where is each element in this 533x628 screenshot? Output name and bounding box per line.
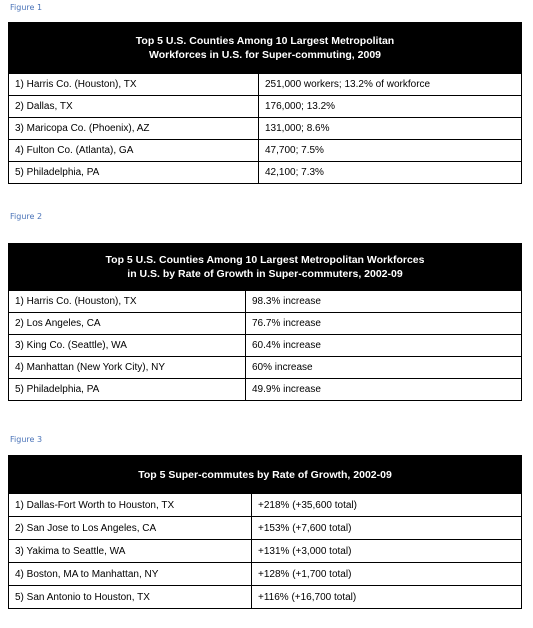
county-cell: 3) Maricopa Co. (Phoenix), AZ [9, 118, 259, 140]
county-cell: 4) Manhattan (New York City), NY [9, 357, 246, 379]
table-title-line: Top 5 U.S. Counties Among 10 Largest Metropolitan Workforces [105, 254, 425, 266]
value-cell: 49.9% increase [246, 379, 522, 401]
value-cell: 60.4% increase [246, 335, 522, 357]
figure-2-label: Figure 2 [10, 212, 43, 221]
table-title [9, 23, 522, 74]
table-row [9, 162, 522, 184]
value-cell: 60% increase [246, 357, 522, 379]
value-cell: 76.7% increase [246, 313, 522, 335]
value-cell: 131,000; 8.6% [259, 118, 522, 140]
value-cell: 251,000 workers; 13.2% of workforce [259, 74, 522, 96]
figure-1-table [8, 22, 522, 184]
figure-3-table [8, 455, 522, 609]
value-cell: 98.3% increase [246, 291, 522, 313]
table-row [9, 313, 522, 335]
table-row [9, 335, 522, 357]
value-cell: +128% (+1,700 total) [252, 563, 522, 586]
table-title-line: Top 5 Super-commutes by Rate of Growth, 2002-09 [138, 468, 392, 481]
table-title [9, 244, 522, 291]
county-cell: 2) Dallas, TX [9, 96, 259, 118]
route-cell: 1) Dallas-Fort Worth to Houston, TX [9, 494, 252, 517]
table-row [9, 357, 522, 379]
county-cell: 3) King Co. (Seattle), WA [9, 335, 246, 357]
value-cell: 176,000; 13.2% [259, 96, 522, 118]
figure-3-label: Figure 3 [10, 435, 43, 444]
value-cell: 47,700; 7.5% [259, 140, 522, 162]
value-cell: +116% (+16,700 total) [252, 586, 522, 609]
county-cell: 1) Harris Co. (Houston), TX [9, 291, 246, 313]
county-cell: 1) Harris Co. (Houston), TX [9, 74, 259, 96]
table-header [9, 23, 522, 74]
table-title-line: Workforces in U.S. for Super-commuting, 2009 [148, 49, 382, 61]
table-row [9, 140, 522, 162]
table-row [9, 494, 522, 517]
route-cell: 4) Boston, MA to Manhattan, NY [9, 563, 252, 586]
county-cell: 5) Philadelphia, PA [9, 162, 259, 184]
table-row [9, 540, 522, 563]
value-cell: 42,100; 7.3% [259, 162, 522, 184]
table-title-line: Top 5 U.S. Counties Among 10 Largest Metropolitan [135, 35, 395, 47]
table-row [9, 563, 522, 586]
table-title [9, 456, 522, 494]
table-row [9, 118, 522, 140]
table-row [9, 586, 522, 609]
table-row [9, 96, 522, 118]
figure-1-label: Figure 1 [10, 3, 43, 12]
table-row [9, 291, 522, 313]
county-cell: 4) Fulton Co. (Atlanta), GA [9, 140, 259, 162]
table-title-line: in U.S. by Rate of Growth in Super-commuters, 2002-09 [127, 268, 403, 280]
figure-2-table [8, 243, 522, 401]
table-header [9, 456, 522, 494]
route-cell: 5) San Antonio to Houston, TX [9, 586, 252, 609]
route-cell: 2) San Jose to Los Angeles, CA [9, 517, 252, 540]
table-row [9, 74, 522, 96]
value-cell: +218% (+35,600 total) [252, 494, 522, 517]
route-cell: 3) Yakima to Seattle, WA [9, 540, 252, 563]
table-row [9, 517, 522, 540]
county-cell: 5) Philadelphia, PA [9, 379, 246, 401]
value-cell: +153% (+7,600 total) [252, 517, 522, 540]
value-cell: +131% (+3,000 total) [252, 540, 522, 563]
table-row [9, 379, 522, 401]
table-header [9, 244, 522, 291]
county-cell: 2) Los Angeles, CA [9, 313, 246, 335]
